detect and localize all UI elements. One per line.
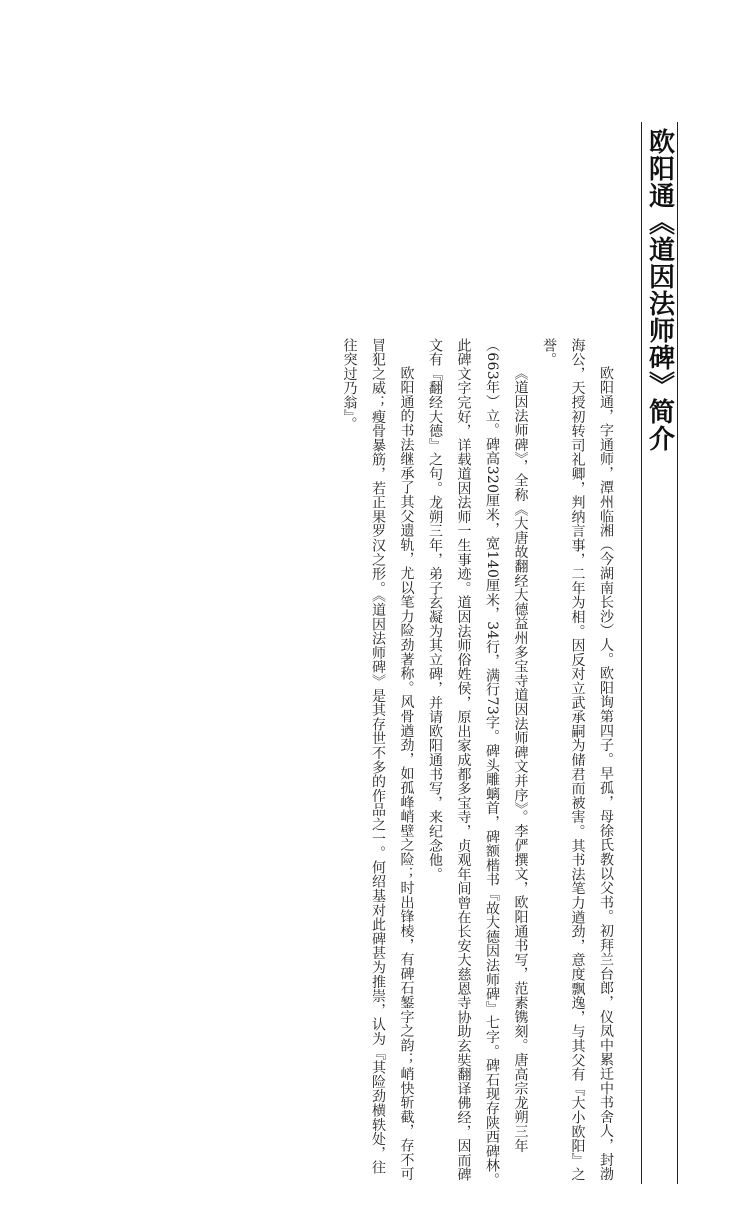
page-title: 欧阳通《道因法师碑》简介 [644,128,675,452]
paragraph-stele: 《道因法师碑》，全称《大唐故翻经大德益州多宝寺道因法师碑文并序》。李俨撰文，欧阳通书写，范素镌刻。唐高宗龙朔三年（663年）立。碑高320厘米，宽140厘米，34行，满行73字。碑头雕螭首，碑额楷书『故大德因法师碑』七字。碑石现存陕西碑林。此碑文字完好，详载道因法师一生事迹。道因法师俗姓侯，原出家成都多宝寺，贞观年间曾在长安大慈恩寺协助玄奘翻译佛经，因而碑文有『翻经大德』之句。龙朔三年，弟子玄凝为其立碑，并请欧阳通书写，来纪念他。 [427,338,529,1187]
paragraph-style: 欧阳通的书法继承了其父遗轨，尤以笔力险劲著称。风骨遒劲，如孤峰峭壁之险；时出锋棱，有碑石錾字之韵；峭快斩截，存不可冒犯之威；瘦骨暴筋，若正果罗汉之形。《道因法师碑》是其存世不多的作品之一。何绍基对此碑甚为推崇，认为『其险劲横轶处，往往突过乃翁』。 [341,338,415,1182]
title-box [641,122,678,1184]
body-text [335,338,620,1188]
paragraph-biography: 欧阳通，字通师，潭州临湘（今湖南长沙）人。欧阳询第四子。早孤，母徐氏教以父书。初拜兰台郎，仪凤中累迁中书舍人，封渤海公，天授初转司礼卿，判纳言事，二年为相。因反对立武承嗣为储君而被害。其书法笔力遒劲，意度飘逸，与其父有『大小欧阳』之誉。 [541,338,614,1182]
